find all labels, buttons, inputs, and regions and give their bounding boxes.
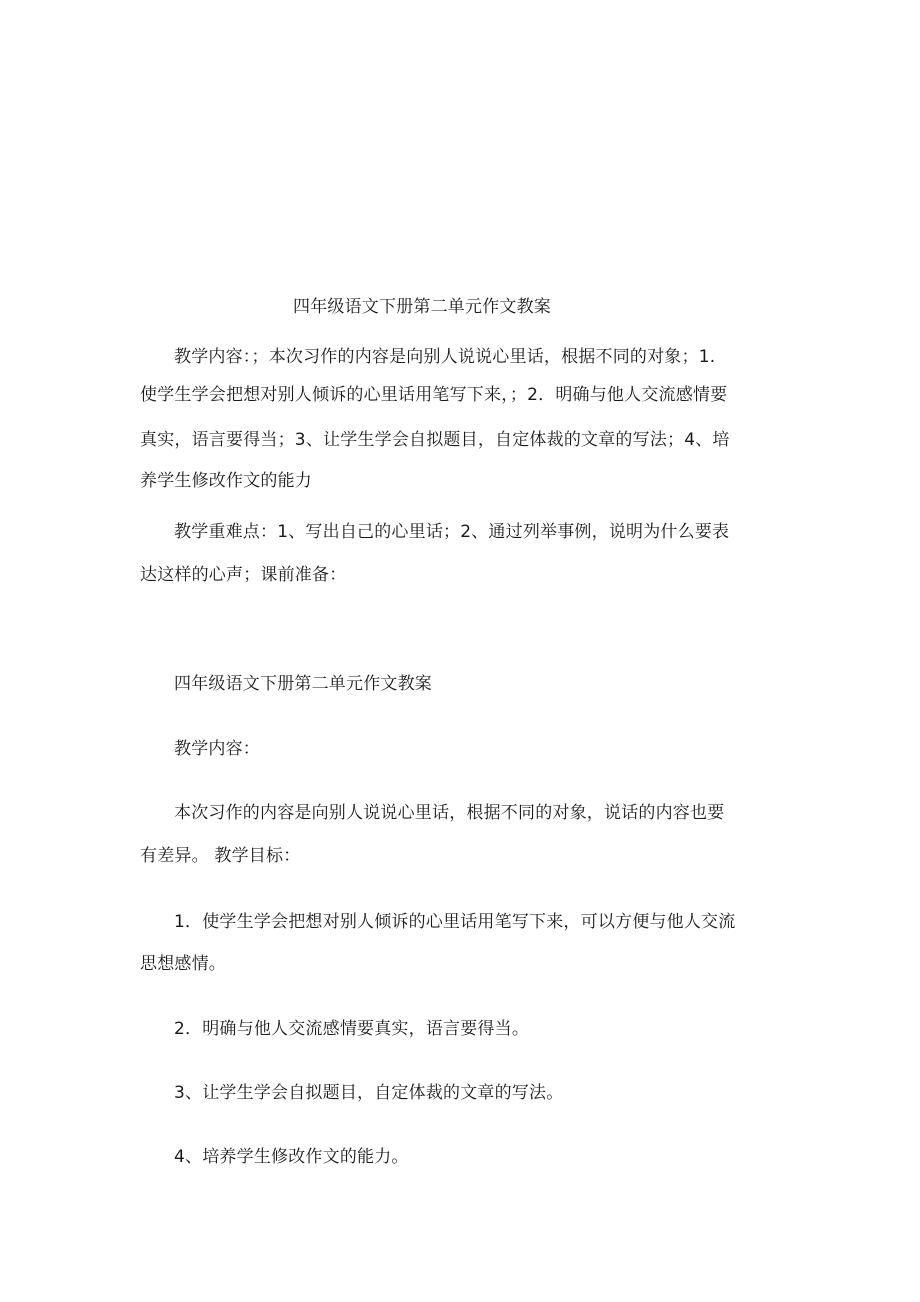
summary-content-line-4: 养学生修改作文的能力 <box>140 471 312 491</box>
summary-difficulty-line-1: 教学重难点：1、写出自己的心里话；2、通过列举事例，说明为什么要表 <box>174 522 730 542</box>
body-title: 四年级语文下册第二单元作文教案 <box>174 674 432 694</box>
document-title: 四年级语文下册第二单元作文教案 <box>293 297 551 317</box>
goal-2: 2．明确与他人交流感情要真实，语言要得当。 <box>174 1019 530 1039</box>
summary-content-line-3: 真实，语言要得当；3、让学生学会自拟题目，自定体裁的文章的写法；4、培 <box>140 430 730 450</box>
goal-3: 3、让学生学会自拟题目，自定体裁的文章的写法。 <box>174 1083 564 1103</box>
goal-1-line-1: 1．使学生学会把想对别人倾诉的心里话用笔写下来，可以方便与他人交流 <box>174 912 736 932</box>
goal-4: 4、培养学生修改作文的能力。 <box>174 1147 409 1167</box>
body-content-line-1: 本次习作的内容是向别人说说心里话，根据不同的对象，说话的内容也要 <box>174 803 725 823</box>
goal-1-line-2: 思想感情。 <box>140 954 226 974</box>
body-content-line-2: 有差异。 教学目标： <box>140 846 301 866</box>
summary-difficulty-line-2: 达这样的心声；课前准备： <box>140 565 347 585</box>
summary-content-line-1: 教学内容：；本次习作的内容是向别人说说心里话，根据不同的对象；1. <box>174 347 716 367</box>
summary-content-line-2: 使学生学会把想对别人倾诉的心里话用笔写下来，；2．明确与他人交流感情要 <box>140 385 728 405</box>
body-content-label: 教学内容： <box>174 739 260 759</box>
